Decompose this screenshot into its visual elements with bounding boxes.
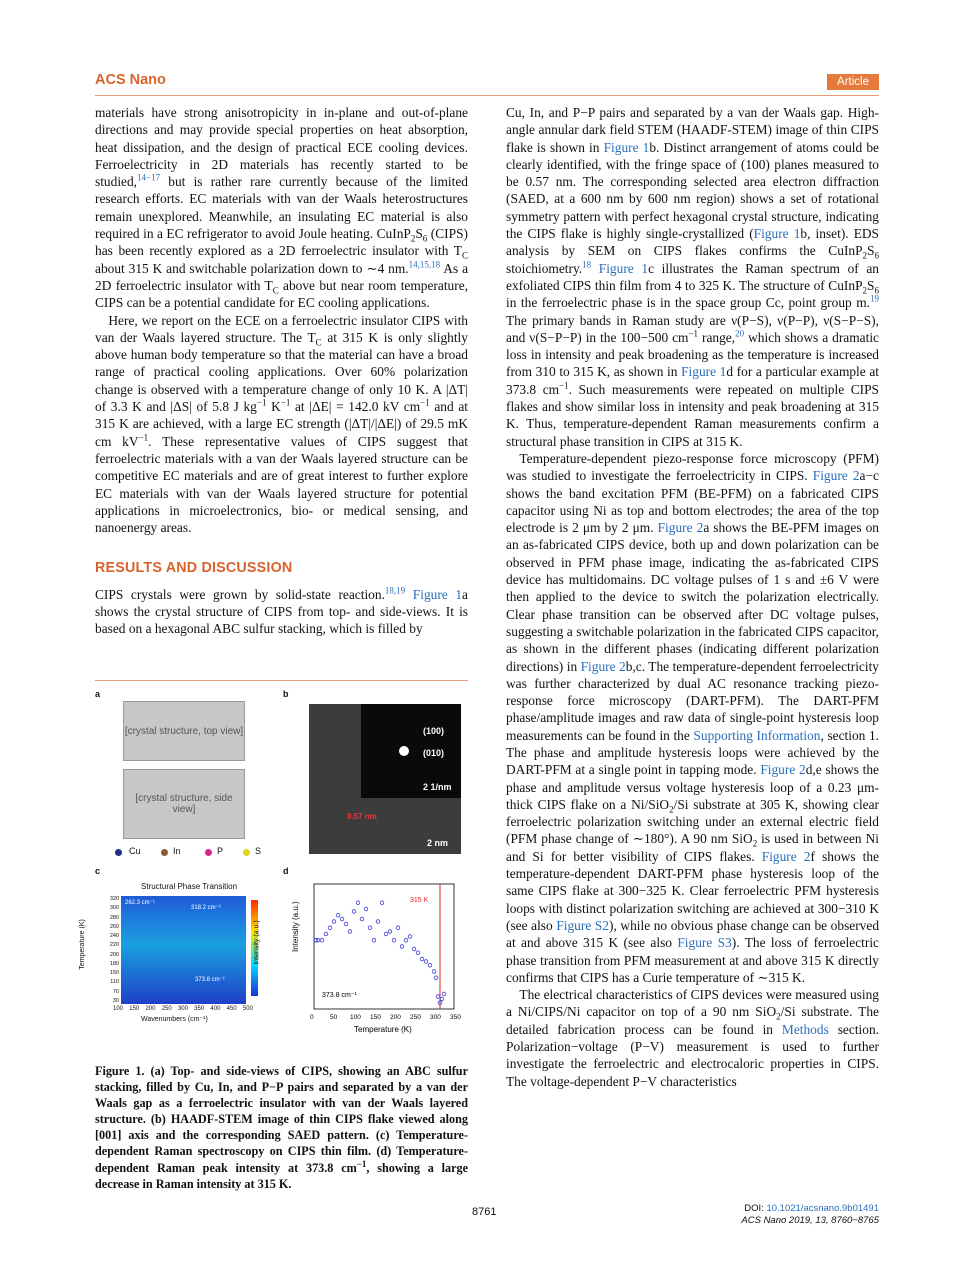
transition-label: 315 K xyxy=(410,897,429,904)
data-point xyxy=(420,957,424,961)
data-point xyxy=(424,960,428,964)
s-dot xyxy=(243,849,250,856)
legend-in: In xyxy=(173,846,181,856)
doi-link[interactable]: 10.1021/acsnano.9b01491 xyxy=(766,1203,879,1214)
header-rule xyxy=(95,95,879,96)
ytick: 180 xyxy=(109,960,119,967)
ytick: 220 xyxy=(109,942,119,949)
figure-s3-link[interactable]: Figure S3 xyxy=(677,935,732,951)
label-100: (100) xyxy=(423,726,445,736)
methods-link[interactable]: Methods xyxy=(781,1021,829,1037)
paragraph: CIPS crystals were grown by solid-state reaction.$^{18,19}$ Figure 1a shows the crystal structure of CIPS from top- and side-views. It is based on a hexagonal ABC sulfur stacking, which is filled by xyxy=(95,585,468,637)
stem-scale: 2 nm xyxy=(427,838,449,848)
data-point xyxy=(434,976,438,980)
ytick: 110 xyxy=(110,979,119,986)
figure-1 xyxy=(78,680,468,1041)
data-point xyxy=(436,995,440,999)
data-point xyxy=(376,920,380,924)
doi-block xyxy=(741,1203,879,1227)
scatter-xtick: 200 xyxy=(390,1014,401,1021)
page-header xyxy=(95,72,879,92)
heatmap-ylabel: Temperature (K) xyxy=(78,919,86,970)
left-column xyxy=(95,104,468,638)
scatter-xtick: 150 xyxy=(370,1014,381,1021)
data-point xyxy=(372,938,376,942)
xtick: 450 xyxy=(226,1006,237,1012)
panel-label-d: d xyxy=(283,866,289,876)
xtick: 150 xyxy=(129,1006,140,1012)
figure-link[interactable]: Figure 1 xyxy=(753,226,801,242)
data-point xyxy=(348,930,352,934)
colorbar-label: Intensity (a.u.) xyxy=(253,920,261,965)
figure-link[interactable]: Figure 1 xyxy=(598,260,649,276)
panel-label-c: c xyxy=(95,866,101,876)
peak-label-1: 262.3 cm⁻¹ xyxy=(125,900,155,906)
paragraph: materials have strong anisotropicity in in-plane and out-of-plane directions and may provide special properties on heat absorption, heat dissipation, and the design of practical ECE cooling devices. Ferroelectricity in 2D materials has recently started to be studied,$^{14-17}$ but is rather rare currently because of the limited research efforts. EC materials with van der Waals heterostructures remain unexplored. Meanwhile, an insulating EC material is also required in a EC refrigerator to avoid Joule heating. $CuInP_2S_6$ (CIPS) has been recently explored as a 2D ferroelectric insulator with $T_C$ about 315 K and switchable polarization down to ∼4 nm.$^{14,15,18}$ As a 2D ferroelectric insulator with $T_C$ above but near room temperature, CIPS can be a potential candidate for EC cooling applications. xyxy=(95,105,469,311)
data-point xyxy=(432,970,436,974)
xtick: 400 xyxy=(210,1006,221,1012)
ytick: 300 xyxy=(109,905,119,912)
xtick: 100 xyxy=(113,1006,124,1012)
label-010: (010) xyxy=(423,748,445,758)
in-dot xyxy=(161,849,168,856)
ytick: 280 xyxy=(109,914,119,921)
panel-label-a: a xyxy=(95,689,101,699)
figure-link[interactable]: Figure 2 xyxy=(760,762,806,778)
inset-scale: 2 1/nm xyxy=(423,782,452,792)
heatmap-xlabel: Wavenumbers (cm⁻¹) xyxy=(141,1016,208,1023)
ytick: 30 xyxy=(112,997,119,1004)
series-label: 373.8 cm⁻¹ xyxy=(322,992,357,999)
saed-inset xyxy=(361,704,461,798)
data-point xyxy=(332,920,336,924)
data-point xyxy=(340,917,344,921)
data-point xyxy=(360,917,364,921)
diffraction-spot xyxy=(399,746,409,756)
data-point xyxy=(328,926,332,930)
p-dot xyxy=(205,849,212,856)
figure-s2-link[interactable]: Figure S2 xyxy=(556,917,610,933)
scatter-xtick: 0 xyxy=(310,1014,314,1021)
xtick: 350 xyxy=(194,1006,205,1012)
figure-link[interactable]: Figure 2 xyxy=(761,848,811,864)
data-point xyxy=(404,938,408,942)
data-point xyxy=(320,938,324,942)
legend-s: S xyxy=(255,846,262,856)
article-badge: Article xyxy=(827,74,879,90)
data-point xyxy=(368,926,372,930)
page-number: 8761 xyxy=(472,1206,497,1218)
data-point xyxy=(400,945,404,949)
data-point xyxy=(344,922,348,926)
data-point xyxy=(364,907,368,911)
scatter-xtick: 350 xyxy=(450,1014,461,1021)
ytick: 260 xyxy=(109,923,119,930)
data-point xyxy=(392,938,396,942)
ytick: 150 xyxy=(109,970,119,977)
figure-link[interactable]: Figure 2 xyxy=(580,658,626,674)
xtick: 250 xyxy=(161,1006,172,1012)
scatter-xtick: 250 xyxy=(410,1014,421,1021)
paragraph: Temperature-dependent piezo-response force microscopy (PFM) was studied to investigate the ferroelectricity in CIPS. Figure 2a−c shows the band excitation PFM (BE-PFM) on a fabricated CIPS capacitor using Ni as top and bottom electrodes; the area of the top electrode is 2 μm by 2 μm. Figure 2a shows the BE-PFM images on an as-fabricated CIPS device, both up and down polarization can be observed in PFM phase image, indicating the as-fabricated CIPS device has multidomains. DC voltage pulses of 1 s and ±6 V were then applied to the device to switch the polarization electrically. Clear phase transition can be observed after DC voltage pulses, suggesting a switchable polarization in the fabricated CIPS capacitor, as shown in the different phases (indicating different polarization directions) in Figure 2b,c. The temperature-dependent ferroelectricity was further characterized by dual AC resonance tracking piezo-response force microscopy (DART-PFM). The DART-PFM phase/amplitude images and raw data of single-point hysteresis loop measurements can be found in the Supporting Information, section 1. The phase and amplitude hysteresis loops were achieved by the DART-PFM at a single point in tapping mode. Figure 2d,e shows the phase and amplitude versus voltage hysteresis loop of a 0.23 μm-thick CIPS flake on a Ni/SiO$_2$/Si substrate at 305 K, showing clear ferroelectric polarization switching under an external electric field (PFM phase change of ∼180°). A 90 nm SiO$_2$ is used in between Ni and Si for better visibility of CIPS flakes. Figure 2f shows the temperature-dependent DART-PFM phase hysteresis loop of the same CIPS flake at 300−325 K. Clear ferroelectric PFM hysteresis loops with distinct polarization switching are achieved at 300−310 K (see also Figure S2), while no obvious phase change can be observed at and above 315 K (see also Figure S3). The loss of ferroelectric phase transition from PFM measurement at and above 315 K directly confirms that CIPS has a Curie temperature of ∼315 K. xyxy=(506,450,880,985)
figure-caption: Figure 1. (a) Top- and side-views of CIPS, showing an ABC sulfur stacking, filled by Cu, In, and P−P pairs and separated by a van der Waals gap as a ferroelectric insulator with van der Waals layered structure. (b) HAADF-STEM image of thin CIPS flake viewed along [001] axis and the corresponding SAED pattern. (c) Temperature-dependent Raman spectroscopy on CIPS thin film. (d) Temperature-dependent Raman peak intensity at 373.8 $cm^{-1}$, showing a large decrease in Raman intensity at 315 K. xyxy=(95,1064,468,1191)
data-point xyxy=(356,901,360,905)
heatmap-yticks xyxy=(95,896,119,1004)
paragraph: Here, we report on the ECE on a ferroelectric insulator CIPS with van der Waals layered structure. The $T_C$ at 315 K is only slightly above human body temperature so that the material can have a broad range of practical cooling applications. Over 60% polarization change is observed with a temperature change of only 10 K. A |ΔT| of 3.3 K and |ΔS| of 5.8 J $kg^{-1}$ $K^{-1}$ at |ΔE| = 142.0 kV $cm^{-1}$ and at 315 K are achieved, with a large EC strength (|ΔT|/|ΔE|) of 29.5 mK cm $kV^{-1}$. These representative values of CIPS suggest that ferroelectric materials with a van der Waals layered structure can be competitive EC materials and are of great interest to further explore EC materials with van der Waals layered structure for potential applications in microelectronics, bio- or medical sensing, and nanoenergy areas. xyxy=(95,312,468,536)
paragraph: The electrical characteristics of CIPS devices were measured using a Ni/CIPS/Ni capacitor on top of a 90 nm SiO$_2$/Si substrate. The detailed fabrication process can be found in Methods section. Polarization−voltage (P−V) measurement is used to further investigate the ferroelectric and electrocaloric properties in CIPS. The voltage-dependent P−V characteristics xyxy=(506,987,880,1089)
crystal-top-view: [crystal structure, top view] xyxy=(123,701,245,761)
data-point xyxy=(352,910,356,914)
data-point xyxy=(416,951,420,955)
ytick: 200 xyxy=(109,951,119,958)
legend-cu: Cu xyxy=(129,846,141,856)
xtick: 300 xyxy=(177,1006,188,1012)
peak-label-3: 373.8 cm⁻¹ xyxy=(195,977,225,983)
scatter-xtick: 100 xyxy=(350,1014,361,1021)
figure-link[interactable]: Figure 1 xyxy=(412,586,463,602)
data-point xyxy=(380,901,384,905)
data-point xyxy=(336,913,340,917)
scatter-ylabel: Intensity (a.u.) xyxy=(291,901,300,952)
cu-dot xyxy=(115,849,122,856)
fringe-label: 0.57 nm xyxy=(347,812,377,821)
scatter-xlabel: Temperature (K) xyxy=(354,1025,412,1034)
xtick: 200 xyxy=(145,1006,156,1012)
peak-label-2: 318.2 cm⁻¹ xyxy=(191,905,221,911)
panel-label-b: b xyxy=(283,689,289,699)
raman-heatmap-panel xyxy=(78,876,280,1026)
data-point xyxy=(408,935,412,939)
section-title: RESULTS AND DISCUSSION xyxy=(95,560,293,577)
data-point xyxy=(440,997,444,1001)
data-point xyxy=(396,926,400,930)
heatmap-xticks xyxy=(113,1006,253,1012)
figure-link[interactable]: Figure 1 xyxy=(603,139,650,155)
atom-legend xyxy=(115,846,275,860)
right-column xyxy=(506,104,879,1090)
data-point xyxy=(428,963,432,967)
paragraph: Cu, In, and P−P pairs and separated by a van der Waals gap. High-angle annular dark field STEM (HAADF-STEM) image of thin CIPS flake is shown in Figure 1b. Distinct arrangement of atoms could be clearly identified, with the fringe space of (100) planes measured to be 0.57 nm. The corresponding selected area electron diffraction (SAED, at a 600 nm by 600 nm region) shows a set of rotational symmetry pattern with perfect hexagonal crystal structure, indicating the CIPS flake is highly single-crystallized (Figure 1b, inset). EDS analysis by SEM on CIPS flakes confirms the $CuInP_2S_6$ stoichiometry.$^{18}$ Figure 1c illustrates the Raman spectrum of an exfoliated CIPS thin film from 4 to 325 K. The structure of $CuInP_2S_6$ in the ferroelectric phase is in the space group Cc, point group m.$^{19}$ The primary bands in Raman study are ν(P−S), ν(P−P), ν(S−P−S), and ν(S−P−P) in the 100−500 $cm^{-1}$ range,$^{20}$ which shows a dramatic loss in intensity and peak broadening as the temperature is increased from 310 to 315 K, as shown in Figure 1d for a particular example at 373.8 $cm^{-1}$. Such measurements were repeated on multiple CIPS flakes and show similar loss in intensity and peak broadening at 315 K. Thus, temperature-dependent Raman measurements confirm a structural phase transition in CIPS at 315 K. xyxy=(506,105,880,449)
haadf-stem-image xyxy=(309,704,461,854)
figure-link[interactable]: Figure 2 xyxy=(812,468,860,484)
ytick: 70 xyxy=(112,988,119,995)
figure-link[interactable]: Figure 1 xyxy=(681,364,727,380)
data-point xyxy=(388,930,392,934)
citation: ACS Nano 2019, 13, 8760−8765 xyxy=(741,1215,879,1226)
supporting-info-link[interactable]: Supporting Information xyxy=(693,727,821,743)
data-point xyxy=(384,932,388,936)
heatmap-title: Structural Phase Transition xyxy=(141,882,238,891)
data-point xyxy=(324,932,328,936)
crystal-side-view: [crystal structure, side view] xyxy=(123,769,245,839)
heatmap-plot xyxy=(121,896,246,1004)
journal-name: ACS Nano xyxy=(95,72,166,88)
scatter-xtick: 50 xyxy=(330,1014,338,1021)
xtick: 500 xyxy=(242,1006,253,1012)
raman-intensity-scatter xyxy=(290,876,468,1036)
ytick: 320 xyxy=(109,896,119,902)
doi-prefix: DOI: xyxy=(744,1203,767,1214)
figure-link[interactable]: Figure 2 xyxy=(657,520,704,536)
data-point xyxy=(442,992,446,996)
scatter-xtick: 300 xyxy=(430,1014,441,1021)
ytick: 240 xyxy=(109,933,119,940)
data-point xyxy=(412,947,416,951)
legend-p: P xyxy=(217,846,224,856)
